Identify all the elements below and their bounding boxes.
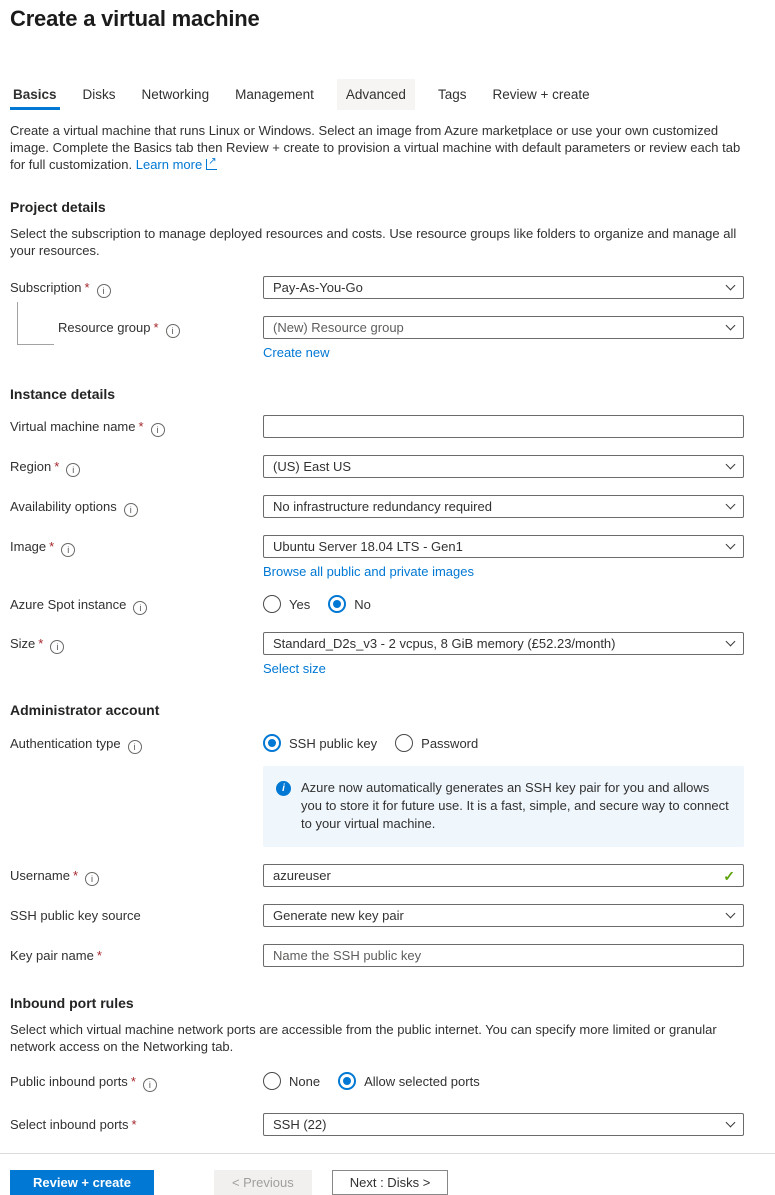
spot-no-radio[interactable]: [328, 595, 346, 613]
info-icon[interactable]: i: [166, 324, 180, 338]
chevron-down-icon: [726, 500, 736, 510]
vm-name-label-col: [10, 415, 263, 437]
required-marker: *: [72, 868, 79, 883]
vm-name-row: [10, 415, 744, 438]
required-marker: *: [153, 320, 159, 335]
auth-type-label: Authentication type: [10, 736, 121, 751]
project-details-description: Select the subscription to manage deployed resources and costs. Use resource groups like folders to organize and manage all your resources.: [10, 226, 737, 258]
ssh-info-text: Azure now automatically generates an SSH key pair for you and allows you to store it for future use. It is a fast, simple, and secure way to connect to your virtual machine.: [301, 780, 729, 831]
spot-no-label: No: [354, 596, 371, 612]
key-source-label-col: [10, 904, 263, 923]
public-ports-row: [10, 1070, 744, 1092]
tab-tags[interactable]: Tags: [437, 87, 467, 102]
tab-networking[interactable]: Networking: [141, 87, 210, 102]
spot-yes-label: Yes: [289, 596, 311, 612]
select-size-link[interactable]: Select size: [263, 661, 326, 676]
image-dropdown[interactable]: [263, 535, 744, 558]
spot-yes-radio[interactable]: [263, 595, 281, 613]
username-input[interactable]: [263, 864, 744, 887]
select-ports-label: Select inbound ports: [10, 1117, 129, 1132]
subscription-label-col: [10, 276, 263, 298]
ssh-key-radio[interactable]: [263, 734, 281, 752]
inbound-rules-heading: Inbound port rules: [10, 995, 134, 1011]
create-new-link[interactable]: Create new: [263, 345, 330, 360]
spot-label-col: [10, 593, 263, 615]
key-source-label: SSH public key source: [10, 908, 141, 923]
region-label-col: [10, 455, 263, 477]
info-icon[interactable]: i: [97, 284, 111, 298]
info-icon[interactable]: i: [133, 601, 147, 615]
project-details-heading: Project details: [10, 199, 106, 215]
required-marker: *: [84, 280, 90, 295]
key-source-dropdown[interactable]: [263, 904, 744, 927]
image-label: Image: [10, 539, 47, 554]
image-row: [10, 535, 744, 579]
info-icon[interactable]: i: [151, 423, 165, 437]
learn-more-label: Learn more: [135, 157, 203, 172]
resource-group-value: (New) Resource group: [273, 320, 404, 335]
chevron-down-icon: [726, 909, 736, 919]
admin-account-heading: Administrator account: [10, 702, 160, 718]
required-marker: *: [54, 459, 60, 474]
subscription-dropdown[interactable]: [263, 276, 744, 299]
auth-type-row: [10, 732, 744, 754]
allow-ports-radio[interactable]: [338, 1072, 356, 1090]
intro-paragraph: [10, 122, 744, 173]
subscription-value: Pay-As-You-Go: [273, 280, 363, 295]
chevron-down-icon: [726, 1118, 736, 1128]
inbound-rules-description: Select which virtual machine network ports are accessible from the public internet. You can specify more limited or granular network access on the Networking tab.: [10, 1022, 717, 1054]
resource-group-row: [10, 316, 744, 360]
tab-management[interactable]: Management: [235, 87, 314, 102]
info-icon[interactable]: i: [124, 503, 138, 517]
region-label: Region: [10, 459, 52, 474]
subscription-label: Subscription: [10, 280, 82, 295]
required-marker: *: [131, 1117, 137, 1132]
public-ports-label: Public inbound ports: [10, 1074, 128, 1089]
ssh-info-row: [10, 754, 744, 847]
info-icon[interactable]: i: [66, 463, 80, 477]
vm-name-input[interactable]: [263, 415, 744, 438]
spot-radio-group: [263, 593, 744, 613]
region-dropdown[interactable]: [263, 455, 744, 478]
subscription-row: [10, 276, 744, 299]
availability-row: [10, 495, 744, 518]
wizard-tabs: [10, 79, 744, 110]
ssh-info-banner: [263, 766, 744, 847]
previous-button[interactable]: < Previous: [214, 1170, 312, 1195]
size-row: [10, 632, 744, 676]
none-radio[interactable]: [263, 1072, 281, 1090]
info-icon[interactable]: i: [128, 740, 142, 754]
vm-name-label: Virtual machine name: [10, 419, 136, 434]
page-title: Create a virtual machine: [10, 6, 260, 31]
valid-check-icon: ✓: [723, 868, 735, 884]
tab-review-create[interactable]: Review + create: [492, 87, 590, 102]
instance-details-heading: Instance details: [10, 386, 116, 402]
required-marker: *: [130, 1074, 136, 1089]
chevron-down-icon: [726, 321, 736, 331]
image-label-col: [10, 535, 263, 557]
size-label: Size: [10, 636, 36, 651]
key-pair-name-input[interactable]: [263, 944, 744, 967]
username-label-col: [10, 864, 263, 886]
required-marker: *: [138, 419, 144, 434]
learn-more-link[interactable]: [136, 157, 217, 172]
required-marker: *: [96, 948, 102, 963]
availability-label: Availability options: [10, 499, 117, 514]
external-link-icon: [206, 159, 217, 170]
availability-dropdown[interactable]: [263, 495, 744, 518]
password-radio[interactable]: [395, 734, 413, 752]
auth-type-label-col: [10, 732, 263, 754]
info-icon[interactable]: i: [143, 1078, 157, 1092]
key-pair-name-row: [10, 944, 744, 967]
next-disks-button[interactable]: Next : Disks >: [332, 1170, 449, 1195]
chevron-down-icon: [726, 281, 736, 291]
password-label: Password: [421, 735, 479, 751]
intro-text: Create a virtual machine that runs Linux or Windows. Select an image from Azure marketplace or use your own customized image. Complete the Basics tab then Review + create to provision a virtual machine with default parameters or review each tab for full customization.: [10, 123, 741, 172]
select-ports-value: SSH (22): [273, 1117, 327, 1132]
none-label: None: [289, 1073, 321, 1089]
hierarchy-connector-line: [17, 302, 54, 345]
resource-group-dropdown[interactable]: [263, 316, 744, 339]
image-value: Ubuntu Server 18.04 LTS - Gen1: [273, 539, 463, 554]
chevron-down-icon: [726, 540, 736, 550]
tab-disks[interactable]: Disks: [82, 87, 116, 102]
username-label: Username: [10, 868, 70, 883]
footer-actions: [10, 1170, 744, 1195]
select-ports-dropdown[interactable]: [263, 1113, 744, 1136]
info-icon[interactable]: i: [85, 872, 99, 886]
chevron-down-icon: [726, 637, 736, 647]
key-source-row: [10, 904, 744, 927]
availability-label-col: [10, 495, 263, 517]
size-label-col: [10, 632, 263, 654]
chevron-down-icon: [726, 460, 736, 470]
public-ports-radio-group: [263, 1070, 744, 1090]
required-marker: *: [49, 539, 55, 554]
review-create-button[interactable]: Review + create: [10, 1170, 154, 1195]
ssh-key-label: SSH public key: [289, 735, 378, 751]
key-source-value: Generate new key pair: [273, 908, 404, 923]
size-dropdown[interactable]: [263, 632, 744, 655]
footer-divider: [0, 1153, 775, 1154]
tab-basics[interactable]: Basics: [10, 79, 60, 110]
auth-type-radio-group: [263, 732, 744, 752]
region-row: [10, 455, 744, 478]
spot-label: Azure Spot instance: [10, 597, 127, 612]
spot-instance-row: [10, 593, 744, 615]
size-value: Standard_D2s_v3 - 2 vcpus, 8 GiB memory (£52.23/month): [273, 636, 616, 651]
resource-group-label: Resource group: [58, 320, 151, 335]
info-icon[interactable]: i: [61, 543, 75, 557]
region-value: (US) East US: [273, 459, 352, 474]
public-ports-label-col: [10, 1070, 263, 1092]
browse-images-link[interactable]: Browse all public and private images: [263, 564, 474, 579]
username-row: [10, 864, 744, 887]
availability-value: No infrastructure redundancy required: [273, 499, 492, 514]
key-pair-label: Key pair name: [10, 948, 94, 963]
select-ports-label-col: [10, 1113, 263, 1132]
select-ports-row: [10, 1113, 744, 1136]
tab-advanced[interactable]: Advanced: [337, 79, 415, 110]
key-pair-label-col: [10, 944, 263, 963]
info-filled-icon: i: [276, 781, 291, 796]
info-icon[interactable]: i: [50, 640, 64, 654]
allow-ports-label: Allow selected ports: [364, 1073, 480, 1089]
required-marker: *: [38, 636, 44, 651]
